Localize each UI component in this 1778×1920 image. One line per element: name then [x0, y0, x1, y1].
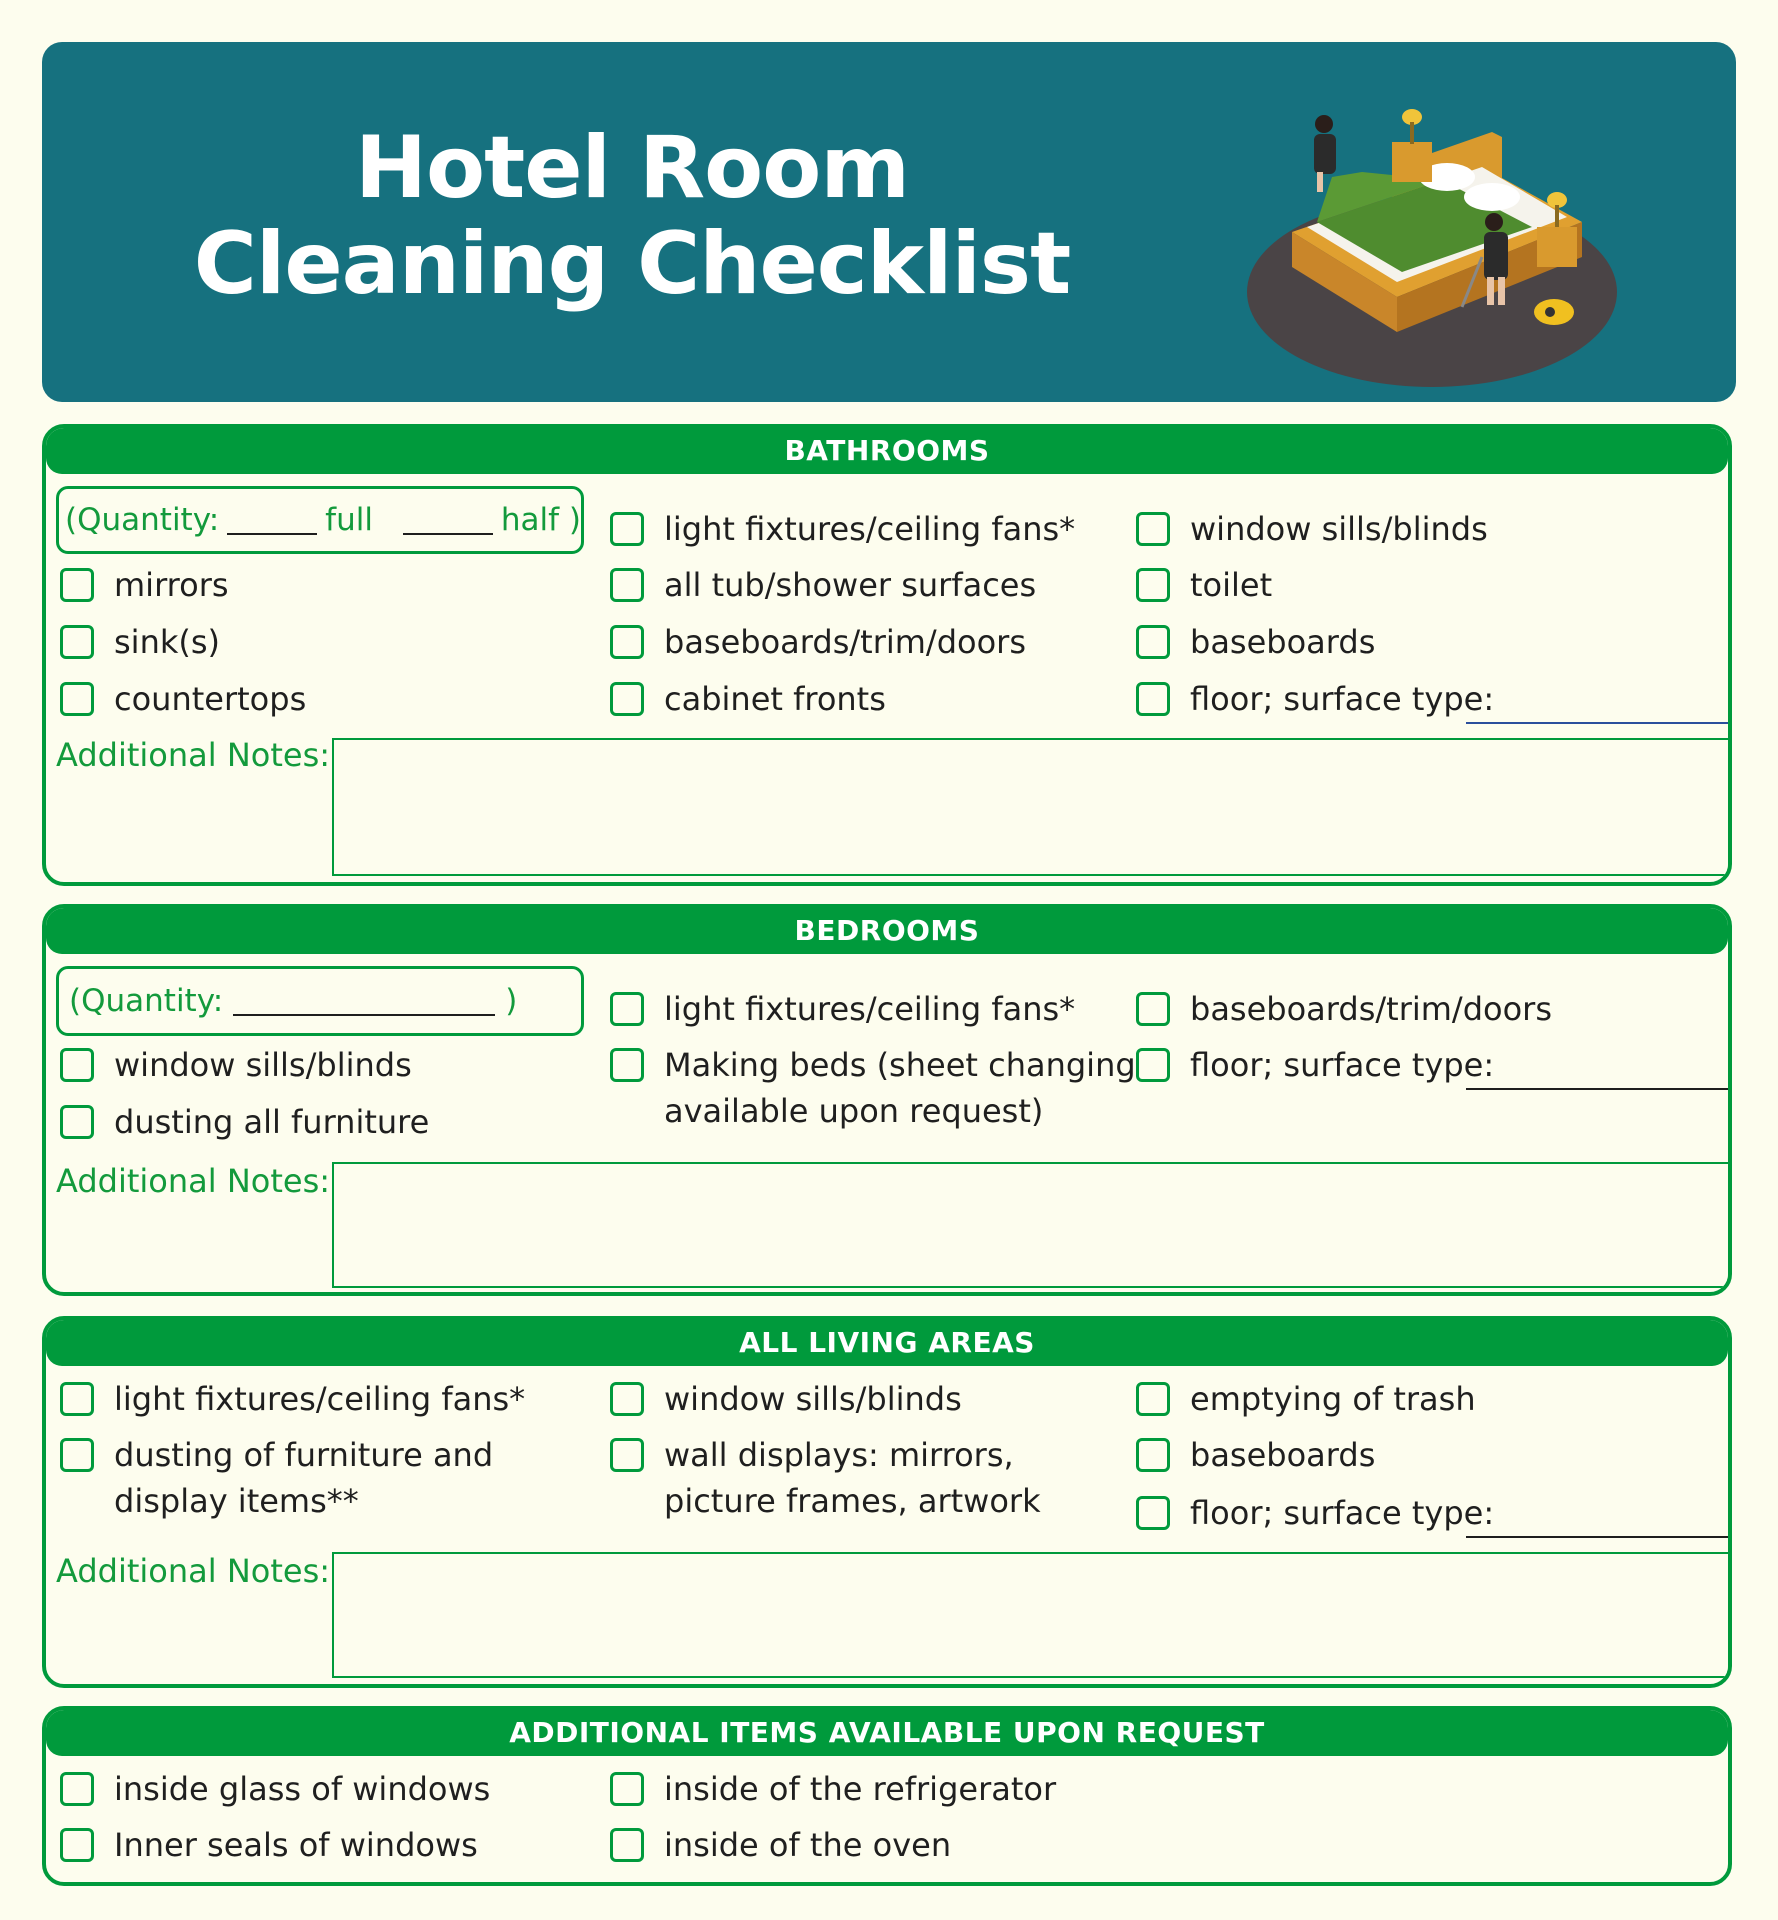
checkbox-icon[interactable] — [60, 1382, 94, 1416]
checkbox-icon[interactable] — [60, 1105, 94, 1139]
checkbox-icon[interactable] — [610, 1382, 644, 1416]
half-quantity-blank[interactable] — [403, 505, 493, 535]
list-item[interactable]: baseboards — [1136, 1438, 1375, 1478]
checkbox-icon[interactable] — [1136, 1048, 1170, 1082]
list-item[interactable]: window sills/blinds — [60, 1048, 412, 1088]
list-item[interactable]: Inner seals of windows — [60, 1828, 478, 1868]
notes-textarea[interactable] — [332, 738, 1730, 876]
list-item[interactable]: dusting all furniture — [60, 1105, 429, 1145]
section-title: ADDITIONAL ITEMS AVAILABLE UPON REQUEST — [46, 1710, 1728, 1756]
list-item[interactable]: light fixtures/ceiling fans* — [610, 512, 1075, 552]
notes-textarea[interactable] — [332, 1162, 1730, 1288]
list-item[interactable]: cabinet fronts — [610, 682, 886, 722]
page-title — [132, 120, 1132, 312]
quantity-field[interactable]: (Quantity: full half ) — [56, 486, 584, 554]
checkbox-icon[interactable] — [610, 1048, 644, 1082]
checkbox-icon[interactable] — [60, 682, 94, 716]
header-banner — [42, 42, 1736, 402]
checkbox-icon[interactable] — [1136, 568, 1170, 602]
list-item[interactable]: floor; surface type: — [1136, 1048, 1494, 1088]
checkbox-icon[interactable] — [1136, 1382, 1170, 1416]
checkbox-icon[interactable] — [610, 512, 644, 546]
list-item[interactable]: baseboards — [1136, 625, 1375, 665]
surface-type-input[interactable] — [1466, 1496, 1728, 1538]
list-item[interactable]: window sills/blinds — [1136, 512, 1488, 552]
full-quantity-blank[interactable] — [227, 505, 317, 535]
list-item[interactable]: inside glass of windows — [60, 1772, 490, 1812]
checkbox-icon[interactable] — [60, 1772, 94, 1806]
checkbox-icon[interactable] — [610, 992, 644, 1026]
notes-label: Additional Notes: — [56, 1162, 331, 1200]
list-item[interactable]: countertops — [60, 682, 306, 722]
checkbox-icon[interactable] — [60, 625, 94, 659]
checkbox-icon[interactable] — [1136, 1496, 1170, 1530]
checkbox-icon[interactable] — [610, 682, 644, 716]
list-item[interactable]: sink(s) — [60, 625, 220, 665]
surface-type-input[interactable] — [1466, 682, 1728, 724]
checkbox-icon[interactable] — [60, 568, 94, 602]
notes-label: Additional Notes: — [56, 736, 331, 774]
quantity-field[interactable]: (Quantity: ) — [56, 966, 584, 1036]
list-item[interactable]: emptying of trash — [1136, 1382, 1476, 1422]
section-bedrooms — [42, 904, 1732, 1296]
section-additional-items — [42, 1706, 1732, 1886]
list-item[interactable]: light fixtures/ceiling fans* — [60, 1382, 525, 1422]
section-title: BATHROOMS — [46, 428, 1728, 474]
checkbox-icon[interactable] — [60, 1828, 94, 1862]
list-item[interactable]: baseboards/trim/doors — [610, 625, 1026, 665]
checkbox-icon[interactable] — [610, 568, 644, 602]
list-item[interactable]: inside of the refrigerator — [610, 1772, 1056, 1812]
title-line-1: Hotel Room — [355, 118, 909, 218]
list-item[interactable]: wall displays: mirrors, picture frames, artwork — [610, 1438, 1041, 1524]
section-bathrooms — [42, 424, 1732, 886]
checkbox-icon[interactable] — [60, 1048, 94, 1082]
section-living-areas — [42, 1316, 1732, 1688]
quantity-blank[interactable] — [233, 986, 495, 1016]
checkbox-icon[interactable] — [610, 625, 644, 659]
section-title: BEDROOMS — [46, 908, 1728, 954]
surface-type-input[interactable] — [1466, 1048, 1728, 1090]
checkbox-icon[interactable] — [610, 1772, 644, 1806]
list-item[interactable]: floor; surface type: — [1136, 1496, 1494, 1536]
checkbox-icon[interactable] — [60, 1438, 94, 1472]
list-item[interactable]: toilet — [1136, 568, 1272, 608]
list-item[interactable]: mirrors — [60, 568, 229, 608]
checkbox-icon[interactable] — [610, 1828, 644, 1862]
title-line-2: Cleaning Checklist — [193, 214, 1071, 314]
checkbox-icon[interactable] — [1136, 1438, 1170, 1472]
notes-textarea[interactable] — [332, 1552, 1730, 1678]
checkbox-icon[interactable] — [1136, 682, 1170, 716]
checkbox-icon[interactable] — [610, 1438, 644, 1472]
checkbox-icon[interactable] — [1136, 992, 1170, 1026]
list-item[interactable]: dusting of furniture and display items** — [60, 1438, 493, 1524]
list-item[interactable]: inside of the oven — [610, 1828, 951, 1868]
list-item[interactable]: baseboards/trim/doors — [1136, 992, 1552, 1032]
list-item[interactable]: window sills/blinds — [610, 1382, 962, 1422]
notes-label: Additional Notes: — [56, 1552, 331, 1590]
checkbox-icon[interactable] — [1136, 512, 1170, 546]
checkbox-icon[interactable] — [1136, 625, 1170, 659]
list-item[interactable]: all tub/shower surfaces — [610, 568, 1036, 608]
list-item[interactable]: floor; surface type: — [1136, 682, 1494, 722]
list-item[interactable]: light fixtures/ceiling fans* — [610, 992, 1075, 1032]
list-item[interactable]: Making beds (sheet changing available upon request) — [610, 1048, 1136, 1134]
hotel-housekeeping-illustration — [1232, 72, 1632, 402]
section-title: ALL LIVING AREAS — [46, 1320, 1728, 1366]
